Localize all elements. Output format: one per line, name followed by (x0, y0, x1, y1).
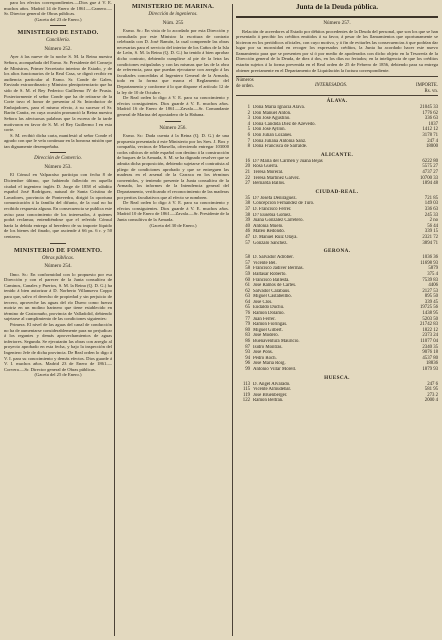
ministry-heading: MINISTERIO DE FOMENTO. (13, 246, 102, 254)
divider (165, 121, 181, 122)
row-number: 63 (245, 294, 250, 300)
creditor-name: Teresa Moreral. (253, 170, 284, 175)
row-amount: 56 44 (427, 223, 438, 229)
province-heading: ALICANTE. (320, 151, 354, 158)
row-amount: 1037 (428, 121, 438, 127)
row-number: 86 (245, 339, 250, 345)
section-header: Junta de la Deuda pública. (295, 3, 379, 11)
row-amount: 581 95 (424, 387, 438, 393)
row-number: 8 (247, 144, 250, 150)
order-closing: De Real orden lo digo á V. E. para su conocimiento y efectos consiguientes. Dios guarde á V. E. muchos años. Madrid 10 de Enero de 1861.—Zavala.—Sr. Presidente de la Junta consultiva de la Armada. (117, 200, 229, 222)
row-number: 38 (245, 212, 250, 218)
creditor-name: Miguel Gilbert. (253, 327, 283, 333)
creditor-name: Doña Juliana Antonia Sanz. (253, 138, 307, 144)
row-number: 115 (242, 387, 250, 393)
creditor-name: D.ª María del Carmen y Juana Bejas (253, 158, 323, 164)
row-number: 22 (245, 175, 250, 181)
row-amount: 2373 24 (422, 333, 438, 339)
creditor-name: Juan Ferrer. (253, 316, 276, 322)
row-amount: 6222 80 (422, 158, 438, 164)
row-amount: 5879 (428, 266, 438, 272)
continued-text: para los efectos correspondientes.—Dios gue á V. E. muchos años. Madrid 14 de Enero de 1861.—Carnero.—Sr. Director general de Obras públicas. (4, 0, 112, 17)
creditor-name: José Modero. (253, 333, 279, 339)
row-number: 76 (245, 311, 250, 317)
row-number: 4 (247, 121, 250, 127)
row-amount: 9076 18 (422, 350, 438, 356)
creditor-table (236, 98, 438, 404)
creditor-name: Doña Francisca de Sarralde. (253, 144, 308, 150)
row-number: 122 (242, 398, 250, 404)
creditor-name: D. Salvador Adrobér. (253, 255, 294, 261)
row-amount: 18000 (426, 144, 438, 150)
creditor-name: D. Angel Alvarado. (253, 381, 291, 387)
creditor-name: D. Manuel Ruiz Olaya. (253, 234, 298, 240)
creditor-name: Eudaldo Duchú. (253, 305, 285, 311)
divider (236, 16, 438, 18)
creditor-name: José Pons. (253, 350, 273, 356)
row-amount: 4406 (428, 283, 438, 289)
column-rule (114, 4, 115, 636)
row-amount: 245 33 (424, 212, 438, 218)
creditor-name: Miguel Castabellbó. (253, 294, 292, 300)
row-amount: 18836 (426, 361, 438, 367)
creditor-name: Bernarda Ballós. (253, 181, 286, 187)
row-amount: 2000 4 (424, 398, 438, 404)
column-header-amount-unit: Rs. vn. (424, 88, 438, 94)
row-amount: 5575 27 (422, 164, 438, 170)
province-heading: ÁLAVA. (326, 98, 348, 105)
row-number: 79 (245, 322, 250, 328)
row-number: 27 (245, 181, 250, 187)
creditor-name: José Bruenberger. (253, 392, 288, 398)
column-header-number: Números de orden. (236, 78, 254, 89)
row-amount: 1036 36 (422, 255, 438, 261)
row-number: 61 (245, 283, 250, 289)
order-number: Número 253. (44, 163, 72, 170)
row-number: 47 (245, 234, 250, 240)
row-number: 99 (245, 367, 250, 372)
province-heading: HUESCA. (324, 374, 350, 381)
table-row (236, 181, 438, 187)
row-amount: 1438 95 (422, 311, 438, 317)
row-number: 87 (245, 344, 250, 350)
creditor-name: D.ª Eusebia Gomez. (253, 212, 292, 218)
order-number: Número 254. (44, 263, 72, 270)
row-amount: 4737 27 (422, 170, 438, 175)
row-number: 16 (245, 158, 250, 164)
creditor-name: D.ª Josefa Deniraguez. (253, 195, 297, 201)
row-amount: 247 6 (427, 381, 438, 387)
table-row (236, 241, 438, 247)
row-amount: 247 4 (427, 138, 438, 144)
row-amount: 721 85 (424, 195, 438, 201)
row-number: 21 (245, 170, 250, 175)
column-left (4, 0, 112, 640)
order-body: Ilmo. Sr.: En conformidad con lo propuesto por esa Dirección y con el parecer de la Junta consultiva de Caminos, Canales y Puertos, S. M. la Reina (Q. D. G.) ha tenido á bien autorizar á D. Norberto Villanueva Coppo para que, salvo el derecho de propiedad y sin perjuicio de tercero, aproveche las aguas del río Duero como fuerza motriz en un molino harinero que tiene establecido en término de Castronuño, provincia de Valladolid, debiendo sujetarse al cumplimiento de las condiciones siguientes: (4, 271, 112, 322)
divider (50, 25, 66, 26)
row-amount: 21045 33 (420, 105, 438, 111)
column-header-name: INTERESADOS. (314, 83, 348, 89)
row-number: 40 (245, 223, 250, 229)
order-number: Número 257. (323, 20, 351, 26)
row-amount: 1776 62 (422, 110, 438, 116)
row-amount: 339 45 (424, 299, 438, 305)
order-closing: Primera. El nivel de las aguas del canal de conducción no ha de aumentarse considerablemente para no perjudicar á los regantes y demás aprovechamientos de aguas inferiores. Segunda. Se ejecutarán las obras con arreglo al proyecto aprobado en esta fecha, y bajo la inspección del Ingeniero Jefe de dicha provincia. De Real orden lo digo á V. I. para su conocimiento y demás efectos. Dios guarde á V. I. muchos años. Madrid 23 de Enero de 1861.—Corvera.—Sr. Director general de Obras públicas. (4, 321, 112, 372)
order-number: Núm. 255 (162, 19, 184, 26)
row-number: 57 (245, 240, 250, 246)
row-number: 93 (245, 350, 250, 356)
order-closing: De Real orden lo digo á V. E. para su conocimiento y efectos consiguientes. Dios guarde á V. E. muchos años. Madrid 16 de Enero de 1861.—Zavala.—Sr. Comandante general de Marina del apostadero de la Habana. (117, 95, 229, 117)
column-right (236, 0, 438, 640)
creditor-name: Don José Agustino. (253, 116, 291, 122)
row-amount: 149 03 (424, 201, 438, 207)
creditor-name: Don José Ayllón. (253, 127, 286, 133)
department-heading: Obras públicas. (42, 255, 74, 261)
creditor-name: José Ramos de Cartes. (253, 283, 297, 289)
row-number: 38 (245, 201, 250, 207)
creditor-name: Francisco Ballestá. (253, 277, 290, 283)
table-row (236, 144, 438, 150)
creditor-name: Salvador Carabaus. (253, 288, 291, 294)
row-number: 57 (245, 260, 250, 266)
ministry-heading: MINISTERIO DE MARINA. (131, 3, 215, 10)
column-rule (232, 4, 233, 636)
order-body: El Cónsul en Valparaíso participa con fecha 8 de Diciembre último, que habiendo fallecido en aquella ciudad el ingeniero inglés D. Jorge de 1858 el súbdito español José Rodríguez, natural de Santa Cristina de Lavadores, provincia de Pontevedra, dirigió la oportuna comunicación á la familia del difunto, de la cual no ha recibido respuesta alguna. En consecuencia se publica este aviso para conocimiento de los interesados, á quienes podrá reclamar, entendiéndose que el referido Cónsul haría la debida entrega al heredero de su importe líquido de los bienes del finado, que asciende á 66 ps. 6 r. y 50 centavos. (4, 172, 112, 239)
row-amount: 339 15 (424, 229, 438, 235)
row-amount: 3178 71 (422, 133, 438, 139)
creditor-name: Baltasar Roberto. (253, 271, 287, 277)
row-number: 113 (242, 381, 250, 387)
row-number: 5 (247, 127, 250, 133)
row-number: 58 (245, 266, 250, 272)
row-number: 77 (245, 316, 250, 322)
row-amount: 1822 12 (422, 327, 438, 333)
row-amount: 336 63 (424, 116, 438, 122)
row-amount: 5203 50 (422, 316, 438, 322)
creditor-name: José Clos. (253, 299, 273, 305)
row-number: 7 (247, 138, 250, 144)
creditor-name: Ramon Beltran. (253, 398, 284, 404)
column-header-amount (404, 78, 438, 94)
row-number: 3 (247, 116, 250, 122)
divider (50, 243, 66, 244)
creditor-name: Mateo Redondo. (253, 229, 285, 235)
row-amount: 3894 71 (422, 240, 438, 246)
creditor-name: Isidro Montras. (253, 344, 283, 350)
row-amount: 11698 93 (420, 260, 438, 266)
row-amount: 1879 93 (422, 367, 438, 372)
creditor-name: Don Julian Lozanes. (253, 133, 293, 139)
row-amount: 2340 35 (422, 344, 438, 350)
column-middle (117, 0, 229, 640)
row-number: 46 (245, 229, 250, 235)
creditor-name: Buenaventura Mauricio. (253, 339, 300, 345)
order-body: Exmo. Sr.: Dada cuenta á la Reina (Q. D. G.) de una propuesta presentada á este Ministerio por los Sres. J. Box y compañía, vecinos de Marsella, ofreciendo entregar 103000 codos cúbicos de roble español con destino á la construcción de buques de la Armada, S. M. se ha dignado resolver que se admita dicha proposición, debiendo sujetarse el contratista al pliego de condiciones aprobado y que se entreguen las maderas en el arsenal de la Carraca en los términos convenidos, y teniendo presente la Junta consultiva de la Armada, los informes de la Intendencia general del Departamento, verificando el reconocimiento de las maderas por peritos facultativos que al efecto se nombren. (117, 133, 229, 200)
row-amount: 1412 12 (422, 127, 438, 133)
row-number: 119 (242, 392, 250, 398)
row-number: 20 (245, 164, 250, 170)
province-heading: GERONA. (323, 248, 351, 255)
creditor-name: Doña Cándida Díez de Azevedo. (253, 121, 316, 127)
creditor-name: Don Manuel Anton. (253, 110, 292, 116)
row-amount: 895 50 (424, 294, 438, 300)
order-closing: S. M. recibió dicha carta, manifestó al señor Conde el agrado con que le veía continuar en la honrosa misión que tan dignamente desempeñaba. (4, 132, 112, 149)
table-row (236, 367, 438, 373)
row-number: 83 (245, 333, 250, 339)
row-amount: 2321 72 (422, 234, 438, 240)
row-amount: 2 no (429, 218, 438, 224)
row-amount: 11077 04 (420, 339, 438, 345)
row-number: 60 (245, 277, 250, 283)
creditor-name: Rosa Guerra. (253, 164, 279, 170)
order-number: Número 256. (159, 124, 187, 131)
creditor-name: Vicente Almudébar. (253, 387, 292, 393)
row-number: 6 (247, 133, 250, 139)
row-number: 1 (247, 105, 250, 111)
list-intro: Relación de acreedores al Estado por débitos procedentes de la Deuda del personal, que son los que se han presentado á percibir los créditos emitidos á su favor, á pesar de los llamamientos que oportunamente se hicieron en los periódicos oficiales, con cuyo motivo, y á fin de evitarles las consecuencias á que podrían dar lugar por su morosidad en recoger los expresados créditos, la Junta ha acordado hacer este nuevo llamamiento para que se presenten por sí ó por medio de apoderados con dicho objeto en la Tesorería de la Dirección general de la Deuda, de diez á dos, en los días no feriados; en la inteligencia de que los créditos estarán sujetos á la forma prevenida en el Real orden de 25 de Febrero de 1856, debiendo para su entrega obtener previamente en el Departamento de Liquidación la factura correspondiente. (236, 28, 438, 73)
department-heading: Dirección de ingenieros. (148, 12, 198, 17)
source-line: (Gaceta del 23 de Enero.) (34, 16, 82, 22)
creditor-name: Antonia Muelo. (253, 223, 284, 229)
department-heading: Dirección de Comercio. (34, 156, 82, 162)
row-amount: 21742 83 (420, 322, 438, 328)
creditor-name: Doña María Ignacia Alava. (253, 105, 305, 111)
creditor-name: D. Francisco Ferrer. (253, 206, 292, 212)
table-row (236, 398, 438, 404)
divider (50, 152, 66, 153)
row-amount: 336 63 (424, 206, 438, 212)
province-heading: CIUDAD-REAL. (315, 188, 359, 195)
row-amount: 7539 83 (422, 277, 438, 283)
row-number: 59 (245, 271, 250, 277)
order-body: Exmo. Sr.: En vista de lo acordado por esta Dirección y consultada por este Ministro la escritura de contrato celebrada con D. José Ramón, la cual comprende las obras necesarias para el servicio del interior de los Caños de la Isla de León, S. M. la Reina (Q. D. G.) ha tenido á bien aprobar dicho contrato, debiendo cumplirse al pie de la letra las condiciones estipuladas y con las mismas que las de la obra de referencia, para que puedan ejecutarse con arreglo á las facultades concedidas al Ingeniero General de la Armada, todo en la forma que marca el Reglamento del Departamento y conforme á lo que dispone el artículo 12 de la ley de 10 de Octubre. (117, 28, 229, 95)
row-number: 65 (245, 305, 250, 311)
row-number: 62 (245, 288, 250, 294)
creditor-name: Ramon Fioringas. (253, 322, 288, 328)
row-amount: 273 2 (427, 392, 438, 398)
row-amount: 10700 33 (420, 175, 438, 181)
row-amount: 19725 56 (420, 305, 438, 311)
creditor-name: Pedro Roch. (253, 355, 277, 361)
row-amount: 375 4 (427, 271, 438, 277)
row-number: 80 (245, 327, 250, 333)
source-line: (Gaceta del 30 de Enero.) (149, 222, 197, 228)
creditor-name: Gonzalo Sánchez. (253, 240, 288, 246)
creditor-name: Vicente Bel. (253, 260, 277, 266)
row-amount: 4537 80 (422, 355, 438, 361)
row-number: 39 (245, 218, 250, 224)
row-number: 94 (245, 355, 250, 361)
order-number: Número 252. (44, 45, 72, 52)
row-number: 96 (245, 361, 250, 367)
creditor-name: Concepcion Fernandez de Turo. (253, 201, 315, 207)
order-body: Ayer á las nueve de la noche S. M. la Reina nuestra Señora, acompañada del Exmo. Sr. Presidente del Consejo de Ministros, Primer Secretario interino de Estado, y de los altos funcionarios de la Real Casa, se dignó recibir en audiencia particular al Exmo. Sr. Conde de Galen, Enviado extraordinario y Ministro plenipotenciario que ha sido de S. M. el Rey Federico Guillermo IV de Prusia. Posteriormente el señor Conde que ha de retirarse de la Corte tuvo el honor de presentar al Sr. Introductor de Embajadores, para el mismo efecto, á su sucesor el Sr. Barón Canitz, en cuya ocasión pronunció la Reina nuestra Señora las afectuosas palabras que la escena de la tarde motivaron en favor de S. M. el Rey Guillermo I en esta corte. (4, 54, 112, 133)
table-header (236, 76, 438, 96)
creditor-name: Juana González Carretero. (253, 218, 304, 224)
row-number: 64 (245, 299, 250, 305)
source-line: (Gaceta del 25 de Enero.) (34, 372, 82, 378)
row-number: 35 (245, 195, 250, 201)
row-number: 37 (245, 206, 250, 212)
creditor-name: José María Roig. (253, 361, 286, 367)
creditor-name: Teresa Martínez Galvez. (253, 175, 300, 181)
creditor-name: Antonio Villar Morell. (253, 367, 297, 372)
row-number: 58 (245, 255, 250, 261)
row-number: 2 (247, 110, 250, 116)
row-amount: 2127 53 (422, 288, 438, 294)
column-header-amount-label: IMPORTE. (416, 83, 438, 89)
ministry-heading: MINISTERIO DE ESTADO. (17, 29, 99, 37)
creditor-name: Ramon Dolamo. (253, 311, 285, 317)
row-amount: 1894 48 (422, 181, 438, 187)
creditor-name: Francisco Jadiver Bermas. (253, 266, 304, 272)
department-heading: Cancillería. (45, 38, 71, 44)
